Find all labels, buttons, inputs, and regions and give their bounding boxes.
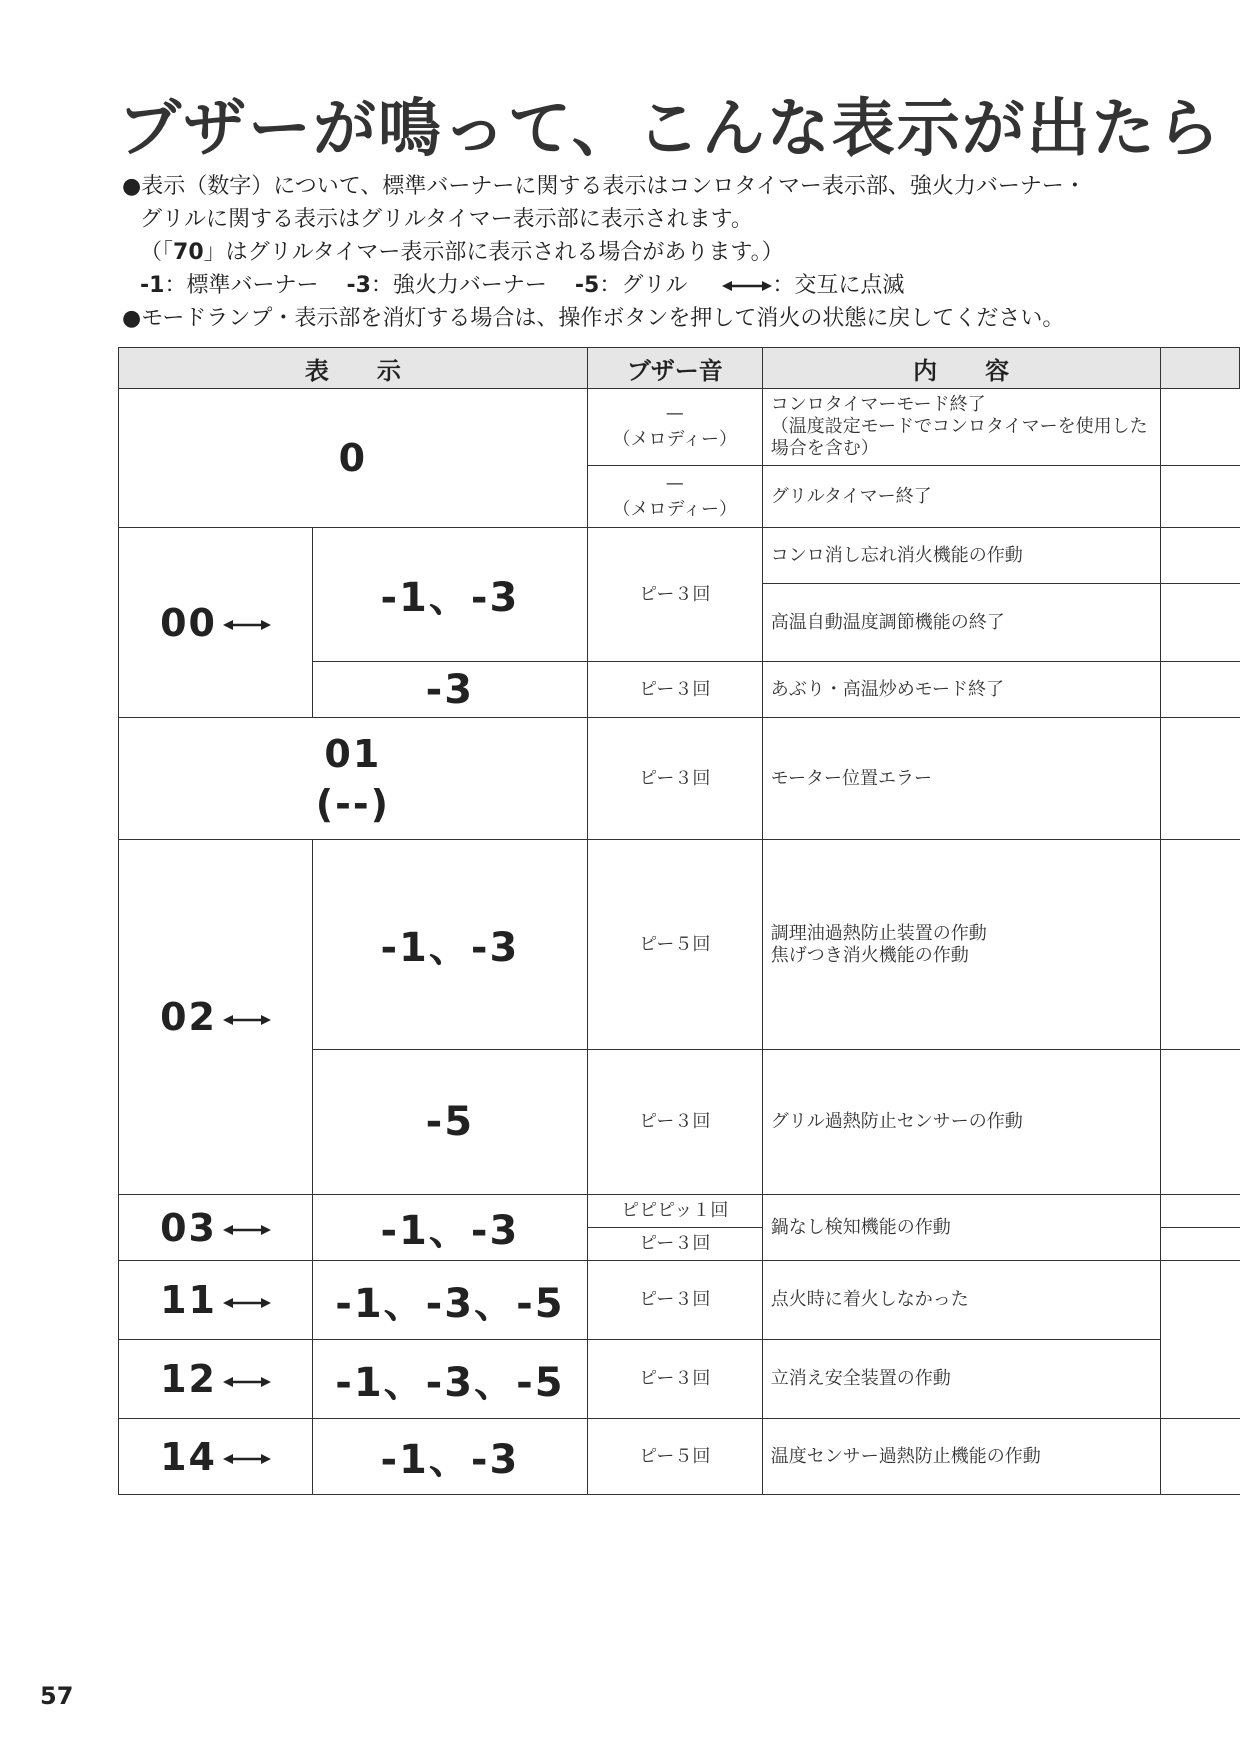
header-extra — [1160, 348, 1239, 389]
display-cell — [119, 840, 313, 1195]
buzzer-cell: ピー３回 — [587, 528, 762, 662]
display-cell — [119, 1419, 313, 1495]
buzzer-cell — [587, 466, 762, 528]
content-cell: コンロタイマーモード終了 （温度設定モードでコンロタイマーを使用した場合を含む） — [762, 389, 1160, 466]
header-display: 表 示 — [119, 348, 588, 389]
content-cell: グリルタイマー終了 — [762, 466, 1160, 528]
extra-cell — [1160, 1261, 1239, 1419]
content-cell: 鍋なし検知機能の作動 — [762, 1195, 1160, 1261]
burner-code-cell: -1、-3 — [313, 1419, 588, 1495]
double-arrow-icon — [223, 1452, 271, 1466]
buzzer-text: （メロディー） — [612, 498, 738, 520]
double-arrow-icon — [223, 1223, 271, 1237]
burner-code-cell: -1、-3、-5 — [313, 1261, 588, 1340]
burner-code-cell: -1、-3 — [313, 528, 588, 662]
buzzer-cell: ピピピッ１回 — [587, 1195, 762, 1228]
extra-cell — [1160, 718, 1239, 840]
content-cell: グリル過熱防止センサーの作動 — [762, 1050, 1160, 1195]
content-cell: 温度センサー過熱防止機能の作動 — [762, 1419, 1160, 1495]
header-content: 内 容 — [762, 348, 1160, 389]
burner-code-cell: -1、-3 — [313, 1195, 588, 1261]
content-cell: 高温自動温度調節機能の終了 — [762, 584, 1160, 662]
buzzer-cell: ピー３回 — [587, 718, 762, 840]
note-bold: 70 — [173, 240, 204, 265]
buzzer-cell: ピー５回 — [587, 840, 762, 1050]
notes — [122, 170, 1086, 335]
note-line-2: グリルに関する表示はグリルタイマー表示部に表示されます。 — [140, 207, 753, 232]
double-arrow-icon — [223, 1013, 271, 1027]
display-code: 11 — [160, 1278, 217, 1322]
legend-text: ：交互に点滅 — [772, 273, 905, 298]
display-cell — [119, 1340, 313, 1419]
page-number: 57 — [40, 1682, 74, 1710]
display-cell — [119, 528, 313, 718]
note-text: （「 — [140, 240, 174, 265]
note-line-1: ●表示（数字）について、標準バーナーに関する表示はコンロタイマー表示部、強火力バーナー・ — [122, 174, 1086, 199]
burner-code-cell: -1、-3、-5 — [313, 1340, 588, 1419]
double-arrow-icon — [223, 1375, 271, 1389]
buzzer-cell: ピー３回 — [587, 1050, 762, 1195]
buzzer-text: （メロディー） — [612, 429, 738, 450]
double-arrow-icon — [722, 279, 772, 293]
burner-code-cell: -5 — [313, 1050, 588, 1195]
note-text: 」はグリルタイマー表示部に表示される場合があります。） — [203, 240, 784, 265]
content-cell: あぶり・高温炒めモード終了 — [762, 662, 1160, 718]
buzzer-cell: ピー５回 — [587, 1419, 762, 1495]
content-cell: 立消え安全装置の作動 — [762, 1340, 1160, 1419]
display-cell — [119, 1261, 313, 1340]
content-cell: 点火時に着火しなかった — [762, 1261, 1160, 1340]
extra-cell — [1160, 389, 1239, 466]
display-code: 14 — [160, 1434, 217, 1479]
legend-code: -3 — [346, 273, 371, 298]
buzzer-text: — — [665, 403, 684, 424]
header-buzzer: ブザー音 — [587, 348, 762, 389]
note-legend — [122, 269, 1086, 302]
error-table — [118, 347, 1240, 1495]
extra-cell — [1160, 662, 1239, 718]
page-title: ブザーが鳴って、こんな表示が出たら — [118, 92, 1222, 165]
content-cell: 調理油過熱防止装置の作動 焦げつき消火機能の作動 — [762, 840, 1160, 1050]
burner-code-cell: -3 — [313, 662, 588, 718]
extra-cell — [1160, 528, 1239, 584]
extra-cell — [1160, 1228, 1239, 1261]
buzzer-cell: ピー３回 — [587, 662, 762, 718]
buzzer-cell: ピー３回 — [587, 1261, 762, 1340]
legend-text: ：標準バーナー — [164, 273, 319, 298]
note-line-3 — [122, 236, 1086, 269]
display-code: (--) — [315, 781, 390, 826]
buzzer-cell — [587, 389, 762, 466]
display-cell — [119, 718, 588, 840]
extra-cell — [1160, 1195, 1239, 1228]
legend-text: ：グリル — [599, 273, 688, 298]
legend-code: -5 — [574, 273, 600, 298]
burner-code-cell: -1、-3 — [313, 840, 588, 1050]
extra-cell — [1160, 840, 1239, 1050]
display-code: 12 — [160, 1357, 217, 1401]
buzzer-cell: ピー３回 — [587, 1228, 762, 1261]
note-line-5: ●モードランプ・表示部を消灯する場合は、操作ボタンを押して消火の状態に戻してください。 — [122, 306, 1065, 331]
extra-cell — [1160, 1419, 1239, 1495]
display-code: 01 — [324, 731, 382, 776]
display-code: 02 — [160, 995, 217, 1039]
display-code: 00 — [160, 600, 217, 645]
legend-text: ：強火力バーナー — [370, 273, 547, 298]
buzzer-cell: ピー３回 — [587, 1340, 762, 1419]
double-arrow-icon — [223, 1296, 271, 1310]
display-cell — [119, 1195, 313, 1261]
extra-cell — [1160, 584, 1239, 662]
display-cell: 0 — [119, 389, 588, 528]
content-cell: コンロ消し忘れ消火機能の作動 — [762, 528, 1160, 584]
content-cell: モーター位置エラー — [762, 718, 1160, 840]
legend-code: -1 — [140, 273, 165, 298]
double-arrow-icon — [223, 618, 271, 632]
display-code: 03 — [160, 1205, 217, 1250]
buzzer-text: — — [665, 472, 684, 494]
extra-cell — [1160, 466, 1239, 528]
extra-cell — [1160, 1050, 1239, 1195]
